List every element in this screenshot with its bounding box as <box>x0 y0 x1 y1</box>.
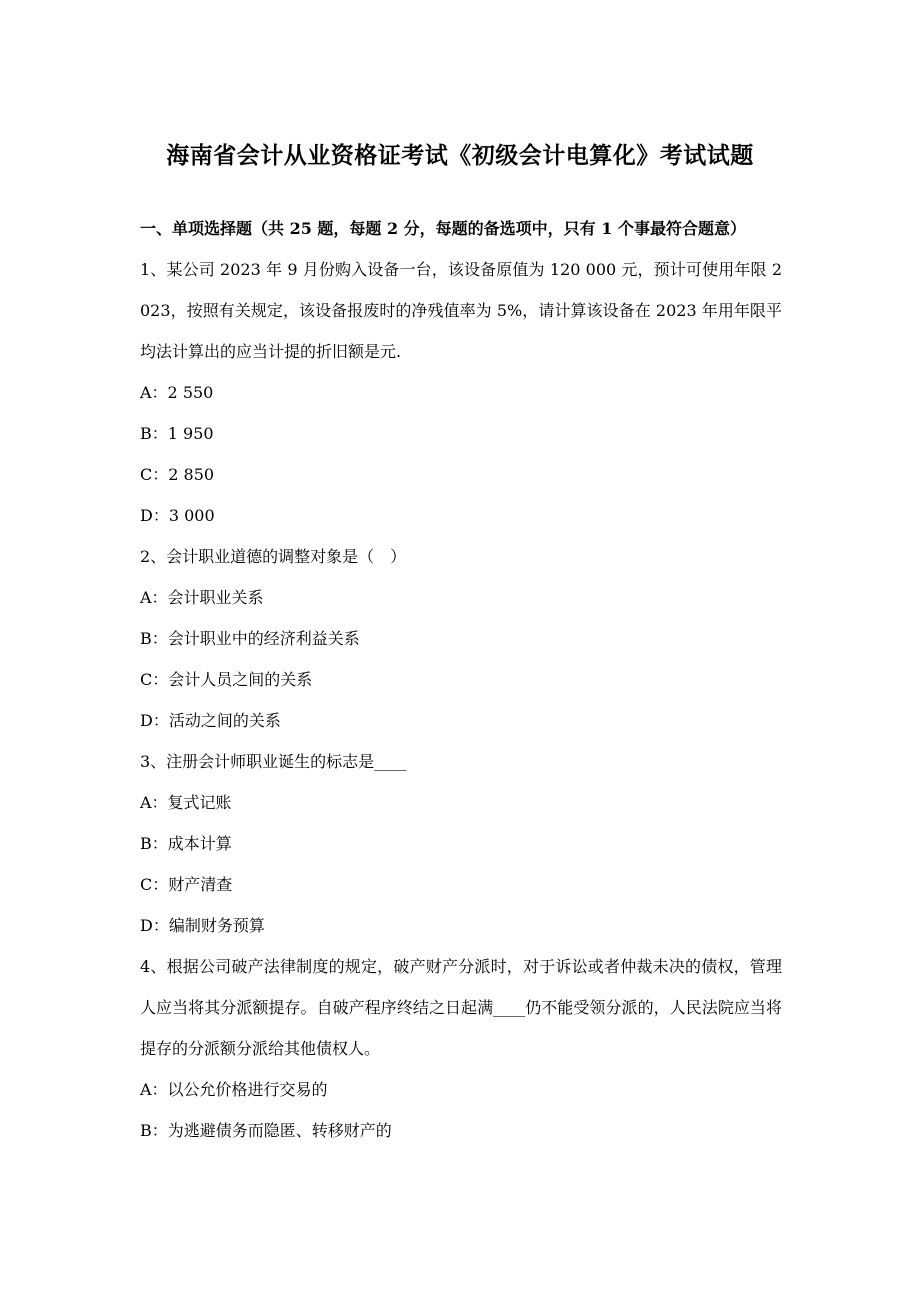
question-2 <box>140 536 782 741</box>
answer-option: D：3 000 <box>140 506 215 525</box>
answer-option: B：成本计算 <box>140 834 232 853</box>
question-stem: 2、会计职业道德的调整对象是（ ） <box>140 547 407 566</box>
question-1 <box>140 249 782 536</box>
question-stem: 1、某公司 2023 年 9 月份购入设备一台，该设备原值为 120 000 元，预计可使用年限 2023，按照有关规定，该设备报废时的净残值率为 5%，请计算该设备在 2023 年用年限平均法计算出的应当计提的折旧额是元. <box>140 260 782 361</box>
answer-option: C：会计人员之间的关系 <box>140 670 313 689</box>
answer-option: A：复式记账 <box>140 793 232 812</box>
question-4 <box>140 946 782 1151</box>
answer-option: C：财产清查 <box>140 875 233 894</box>
document-body <box>140 208 782 1151</box>
question-3 <box>140 741 782 946</box>
question-stem: 3、注册会计师职业诞生的标志是____ <box>140 752 407 771</box>
answer-option: A：会计职业关系 <box>140 588 264 607</box>
answer-option: A：以公允价格进行交易的 <box>140 1080 328 1099</box>
question-stem: 4、根据公司破产法律制度的规定，破产财产分派时，对于诉讼或者仲裁未决的债权，管理人应当将其分派额提存。自破产程序终结之日起满____仍不能受领分派的，人民法院应当将提存的分派额分派给其他债权人。 <box>140 957 782 1058</box>
answer-option: B：会计职业中的经济利益关系 <box>140 629 360 648</box>
answer-option: D：活动之间的关系 <box>140 711 281 730</box>
answer-option: C：2 850 <box>140 465 215 484</box>
answer-option: B：为逃避债务而隐匿、转移财产的 <box>140 1121 392 1140</box>
answer-option: B：1 950 <box>140 424 214 443</box>
page-title: 海南省会计从业资格证考试《初级会计电算化》考试试题 <box>166 142 754 169</box>
answer-option: A：2 550 <box>140 383 214 402</box>
section-heading: 一、单项选择题（共 25 题，每题 2 分，每题的备选项中，只有 1 个事最符合题意） <box>140 219 746 238</box>
answer-option: D：编制财务预算 <box>140 916 265 935</box>
